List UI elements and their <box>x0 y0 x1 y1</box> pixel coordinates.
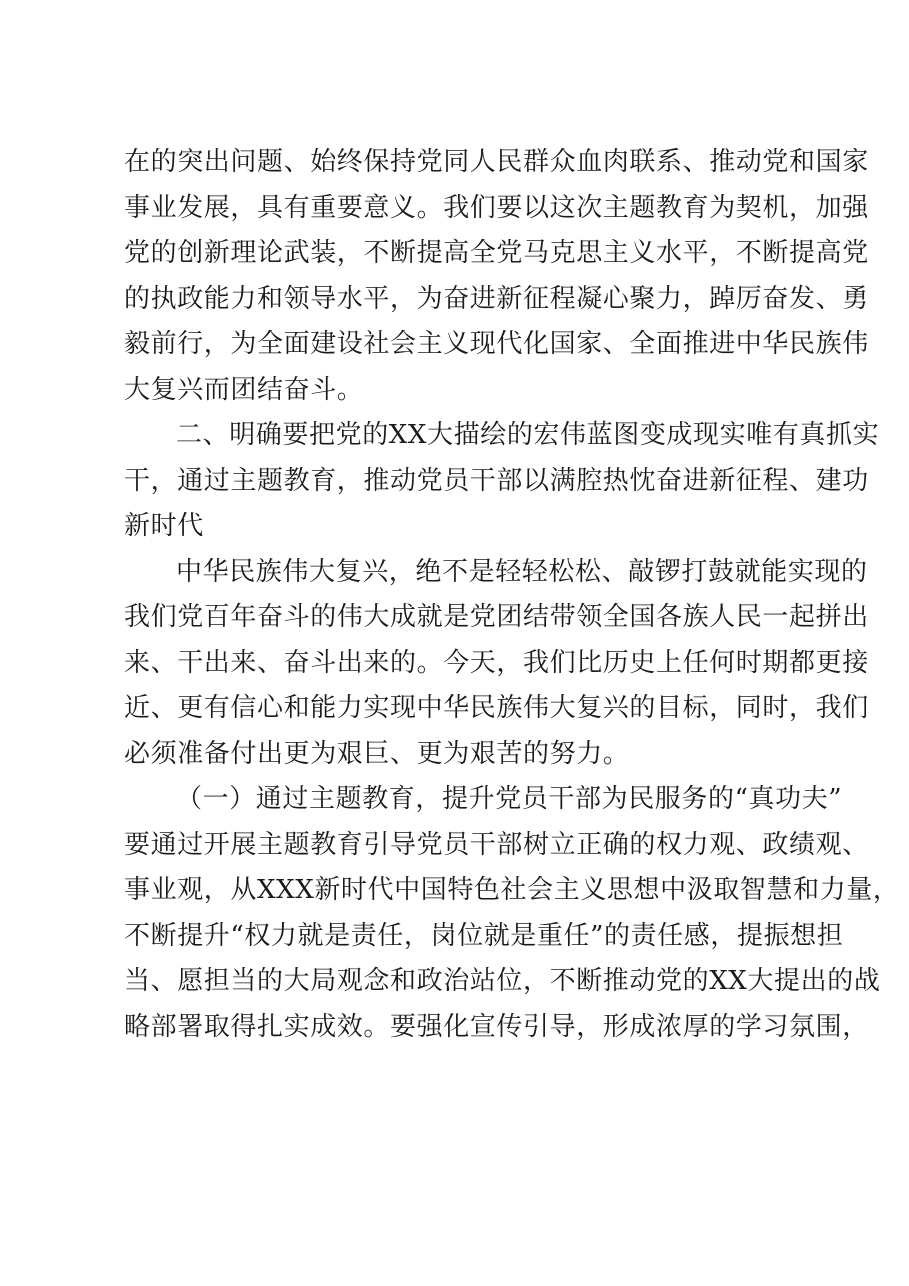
text-line: 党的创新理论武装，不断提高全党马克思主义水平，不断提高党 <box>124 238 869 268</box>
text-line: （一）通过主题教育，提升党员干部为民服务的“真功夫” <box>176 784 843 814</box>
text-line: 干，通过主题教育，推动党员干部以满腔热忱奋进新征程、建功 <box>124 465 869 496</box>
paragraph-4-subheading <box>124 777 900 1050</box>
text-line: 来、干出来、奋斗出来的。今天，我们比历史上任何时期都更接 <box>124 647 869 678</box>
text-line: 在的突出问题、始终保持党同人民群众血肉联系、推动党和国家 <box>124 147 869 177</box>
text-line: 二、明确要把党的XX大描绘的宏伟蓝图变成现实唯有真抓实 <box>176 420 880 450</box>
text-line: 中华民族伟大复兴，绝不是轻轻松松、敲锣打鼓就能实现的 <box>176 556 868 587</box>
text-line: 事业观，从XXX新时代中国特色社会主义思想中汲取智慧和力量， <box>124 875 900 905</box>
text-line: 事业发展，具有重要意义。我们要以这次主题教育为契机，加强 <box>124 192 869 223</box>
text-line: 当、愿担当的大局观念和政治站位，不断推动党的XX大提出的战 <box>124 966 881 996</box>
text-line: 大复兴而团结奋斗。 <box>124 374 364 405</box>
text-line: 毅前行，为全面建设社会主义现代化国家、全面推进中华民族伟 <box>124 329 869 359</box>
text-line: 我们党百年奋斗的伟大成就是党团结带领全国各族人民一起拼出 <box>124 602 869 632</box>
text-line: 近、更有信心和能力实现中华民族伟大复兴的目标，同时，我们 <box>124 693 869 723</box>
paragraph-2-heading <box>124 413 880 550</box>
text-line: 新时代 <box>124 511 204 541</box>
document-body <box>124 140 900 1050</box>
text-line: 不断提升“权力就是责任，岗位就是重任”的责任感，提振想担 <box>124 920 844 951</box>
text-line: 略部署取得扎实成效。要强化宣传引导，形成浓厚的学习氛围， <box>124 1011 869 1042</box>
paragraph-3 <box>124 550 869 778</box>
text-line: 要通过开展主题教育引导党员干部树立正确的权力观、政绩观、 <box>124 829 869 860</box>
paragraph-1 <box>124 140 869 413</box>
text-line: 必须准备付出更为艰巨、更为艰苦的努力。 <box>124 738 630 769</box>
text-line: 的执政能力和领导水平，为奋进新征程凝心聚力，踔厉奋发、勇 <box>124 283 869 314</box>
